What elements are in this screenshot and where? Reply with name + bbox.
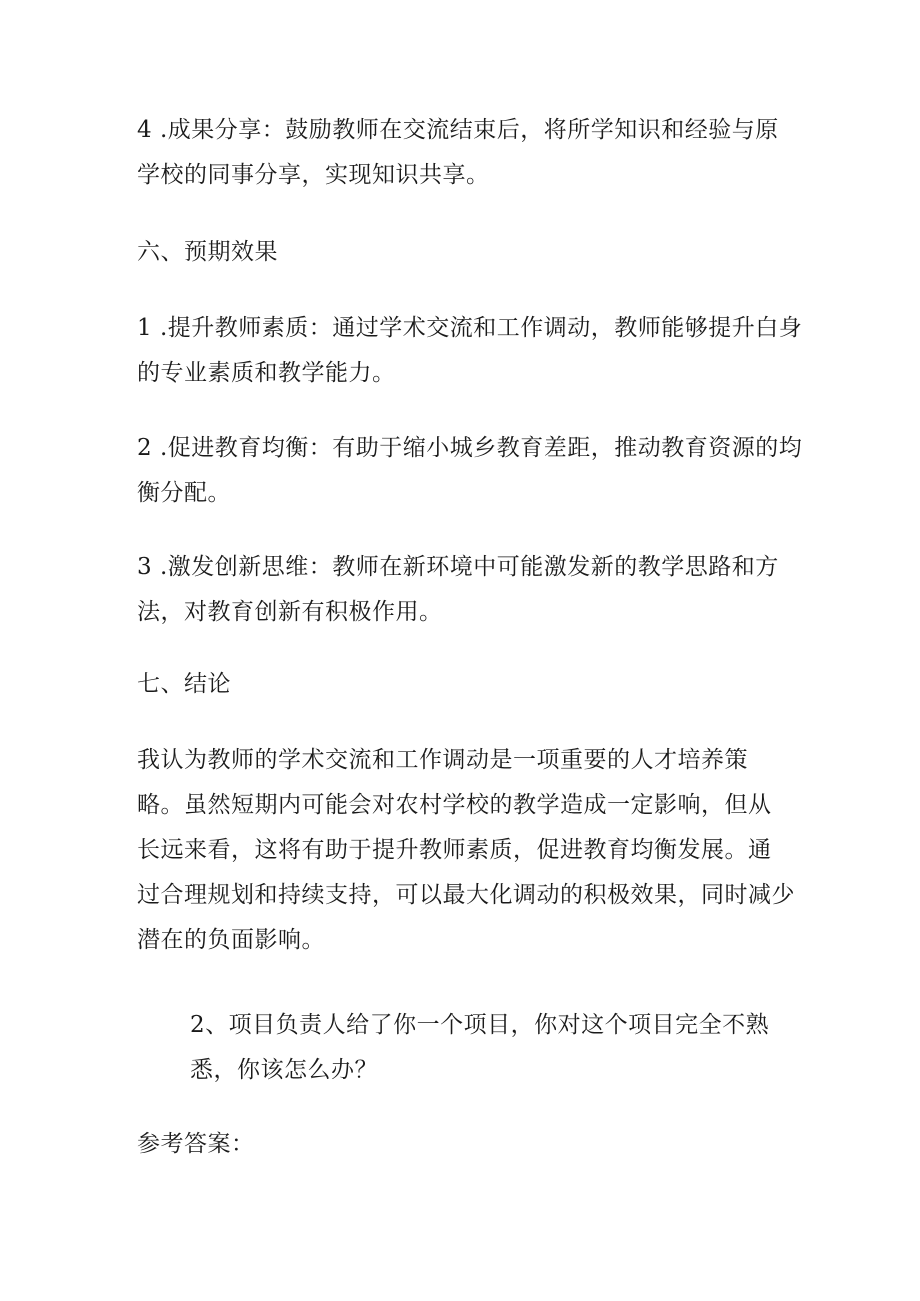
text-line: 2 .促进教育均衡：有助于缩小城乡教育差距，推动教育资源的均 bbox=[137, 435, 803, 461]
text-line: 衡分配。 bbox=[137, 480, 231, 506]
paragraph-outcome-sharing bbox=[137, 108, 787, 198]
section-heading-conclusion bbox=[137, 662, 787, 707]
text-line: 4 .成果分享：鼓励教师在交流结束后，将所学知识和经验与原 bbox=[137, 117, 779, 143]
text-line: 悉，你该怎么办？ bbox=[190, 1057, 378, 1083]
question-2 bbox=[190, 1003, 790, 1093]
section-heading-expected-effects bbox=[137, 230, 787, 275]
paragraph-effect-3 bbox=[137, 545, 787, 635]
paragraph-conclusion bbox=[137, 738, 795, 963]
text-line: 法，对教育创新有积极作用。 bbox=[137, 599, 443, 625]
text-line: 我认为教师的学术交流和工作调动是一项重要的人才培养策 bbox=[137, 747, 748, 773]
text-line: 过合理规划和持续支持，可以最大化调动的积极效果，同时减少 bbox=[137, 882, 795, 908]
text-line: 2、项目负责人给了你一个项目，你对这个项目完全不熟 bbox=[190, 1012, 770, 1038]
text-line: 学校的同事分享，实现知识共享。 bbox=[137, 162, 490, 188]
text-line: 3 .激发创新思维：教师在新环境中可能激发新的教学思路和方 bbox=[137, 554, 779, 580]
paragraph-effect-1 bbox=[137, 306, 803, 396]
heading-text: 七、结论 bbox=[137, 671, 231, 697]
text-line: 长远来看，这将有助于提升教师素质，促进教育均衡发展。通 bbox=[137, 837, 772, 863]
heading-text: 六、预期效果 bbox=[137, 239, 278, 265]
label-text: 参考答案： bbox=[137, 1131, 255, 1157]
reference-answer-label bbox=[137, 1122, 787, 1167]
text-line: 的专业素质和教学能力。 bbox=[137, 360, 396, 386]
text-line: 1 .提升教师素质：通过学术交流和工作调动，教师能够提升白身 bbox=[137, 315, 803, 341]
text-line: 略。虽然短期内可能会对农村学校的教学造成一定影响，但从 bbox=[137, 792, 772, 818]
text-line: 潜在的负面影响。 bbox=[137, 927, 325, 953]
paragraph-effect-2 bbox=[137, 426, 803, 516]
